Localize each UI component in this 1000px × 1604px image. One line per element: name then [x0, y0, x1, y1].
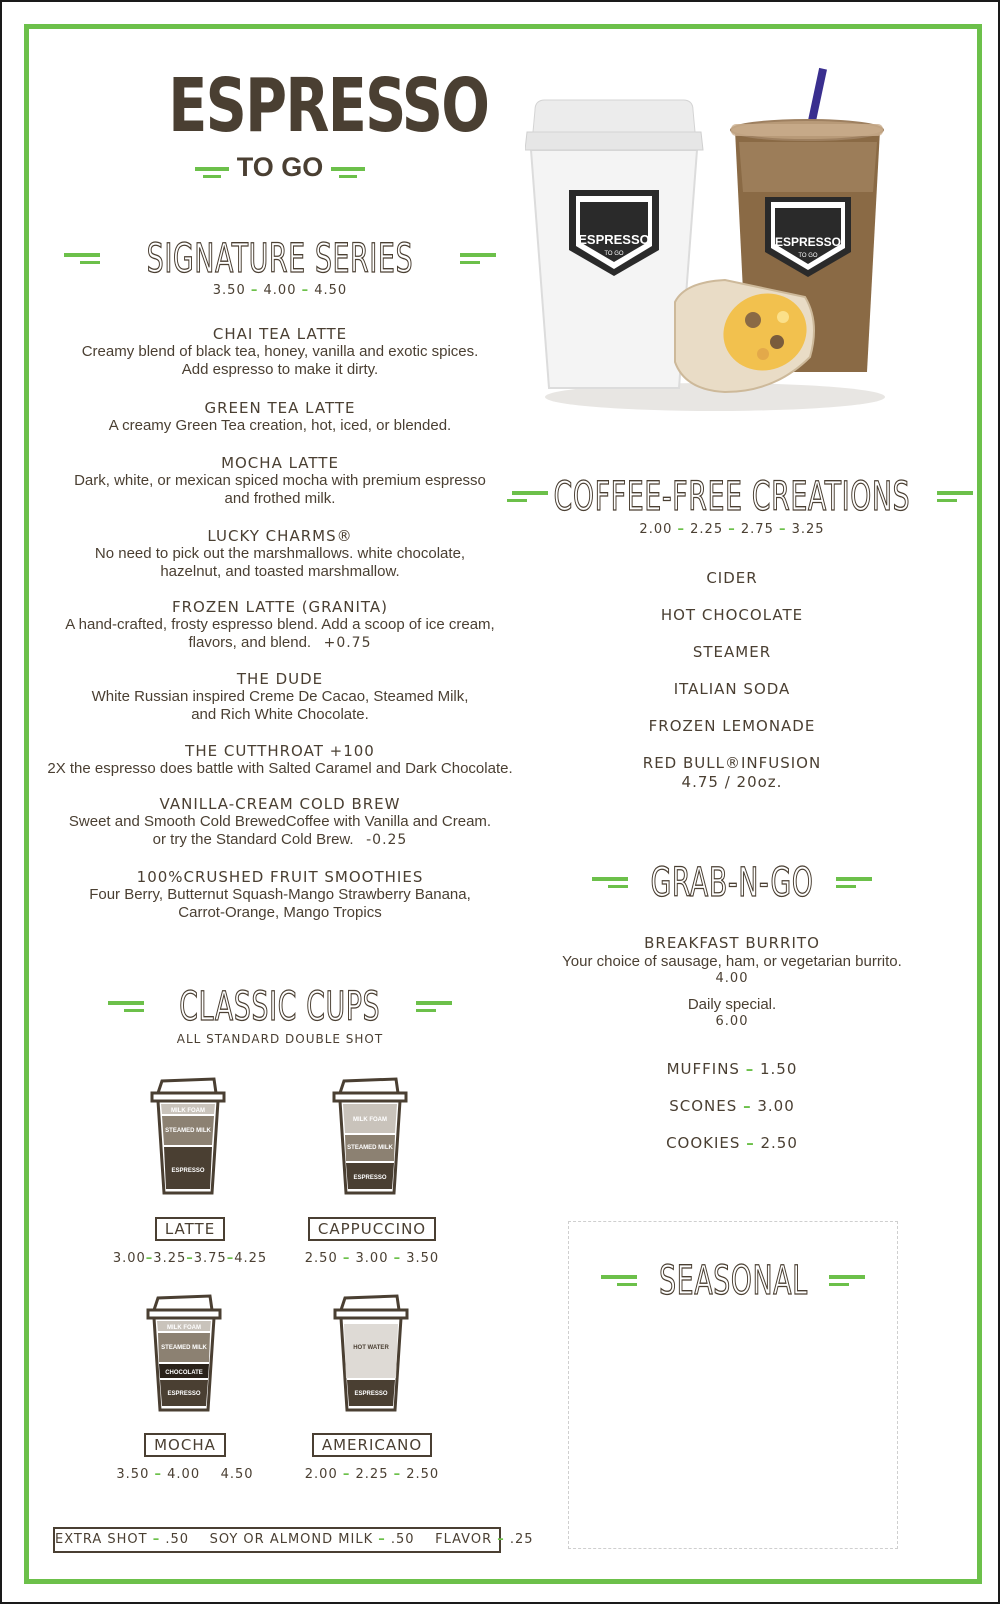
- item-name: FROZEN LATTE (GRANITA): [171, 598, 388, 616]
- item-description: and Rich White Chocolate.: [191, 706, 369, 723]
- price: 2.00: [639, 522, 673, 537]
- item-name: 100%CRUSHED FRUIT SMOOTHIES: [136, 868, 424, 886]
- classic-heading: [40, 982, 520, 1032]
- coffee-free-item: FROZEN LEMONADE: [648, 717, 816, 735]
- signature-heading: [40, 234, 520, 284]
- item-name: THE CUTTHROAT +100: [185, 742, 375, 760]
- grab-item-cookies: COOKIES – 2.50: [666, 1134, 798, 1152]
- item-description: White Russian inspired Creme De Cacao, Steamed Milk,: [91, 688, 469, 705]
- classic-title: CLASSIC CUPS: [179, 984, 381, 1030]
- price: 2.00: [304, 1467, 338, 1482]
- special-desc: Daily special.: [687, 996, 777, 1013]
- extra-price: .25: [509, 1532, 534, 1547]
- item-description: A creamy Green Tea creation, hot, iced, or blended.: [108, 417, 452, 434]
- coffee-free-item: STEAMER: [692, 643, 772, 661]
- price: 3.50: [212, 283, 246, 298]
- latte-cup-icon: [150, 1077, 230, 1197]
- cappuccino-label-wrap: [282, 1217, 462, 1241]
- heading-bar-left: [64, 253, 100, 265]
- burrito-desc: Your choice of sausage, ham, or vegetarian burrito.: [562, 953, 902, 970]
- logo-subtitle: [150, 152, 410, 183]
- item-name: MOCHA LATTE: [221, 454, 339, 472]
- cup-layer-text: MILK FOAM: [167, 1325, 201, 1331]
- item-description: [40, 634, 520, 652]
- item-description: 2X the espresso does battle with Salted Caramel and Dark Chocolate.: [47, 760, 513, 777]
- cup-layer-text: ESPRESSO: [354, 1391, 388, 1397]
- item-description: A hand-crafted, frosty espresso blend. Add a scoop of ice cream,: [65, 616, 495, 633]
- extra-name: FLAVOR: [435, 1532, 493, 1547]
- signature-item-mocha: [40, 454, 520, 508]
- signature-item-lucky-charms: [40, 527, 520, 581]
- item-upcharge: +0.75: [323, 635, 372, 651]
- price: 4.25: [234, 1251, 268, 1266]
- burrito-icon: [675, 280, 817, 392]
- americano-label-wrap: [282, 1433, 462, 1457]
- price: 3.00: [112, 1251, 146, 1266]
- grab-item-price: 3.00: [757, 1097, 795, 1115]
- signature-title: SIGNATURE SERIES: [146, 236, 414, 282]
- heading-bar-left: [108, 1001, 144, 1013]
- heading-bar-right: [836, 877, 872, 889]
- coffee-free-title: COFFEE-FREE CREATIONS: [553, 474, 911, 520]
- item-description-text: or try the Standard Cold Brew.: [152, 831, 354, 848]
- cup-layer-text: MILK FOAM: [353, 1117, 387, 1123]
- signature-item-cutthroat: [40, 742, 520, 778]
- grab-item-scones: SCONES – 3.00: [669, 1097, 795, 1115]
- cup-layer-text: MILK FOAM: [171, 1108, 205, 1114]
- price: 2.50: [406, 1467, 440, 1482]
- signature-item-smoothies: [40, 868, 520, 922]
- latte-label-wrap: [100, 1217, 280, 1241]
- product-photo: [525, 62, 905, 422]
- cup-layer-text: STEAMED MILK: [165, 1128, 211, 1134]
- mocha-label-wrap: [95, 1433, 275, 1457]
- item-description: Dark, white, or mexican spiced mocha with premium espresso: [74, 472, 486, 489]
- extra-name: SOY OR ALMOND MILK: [209, 1532, 374, 1547]
- heading-bar-left: [601, 1275, 637, 1287]
- item-description: Sweet and Smooth Cold BrewedCoffee with Vanilla and Cream.: [68, 813, 492, 830]
- hot-cup-brand: ESPRESSO: [578, 232, 650, 247]
- grab-item-price: 1.50: [760, 1060, 798, 1078]
- signature-item-frozen-latte: [40, 598, 520, 652]
- item-description: and frothed milk.: [224, 490, 336, 507]
- item-description: Creamy blend of black tea, honey, vanilla and exotic spices.: [81, 343, 479, 360]
- price: 3.75: [193, 1251, 227, 1266]
- item-name: GREEN TEA LATTE: [204, 399, 356, 417]
- price: 3.50: [116, 1467, 150, 1482]
- mocha-prices: 3.50 – 4.00 4.50: [116, 1467, 254, 1482]
- heading-bar-left: [512, 491, 527, 503]
- price: 3.00: [355, 1251, 389, 1266]
- mocha-cup-icon: [146, 1294, 226, 1414]
- price: 2.25: [690, 522, 724, 537]
- price: 2.25: [355, 1467, 389, 1482]
- grab-item-muffins: MUFFINS – 1.50: [666, 1060, 798, 1078]
- price: 2.75: [740, 522, 774, 537]
- grab-item-name: MUFFINS: [666, 1060, 740, 1078]
- signature-item-green-tea: [40, 399, 520, 435]
- item-name: VANILLA-CREAM COLD BREW: [159, 795, 401, 813]
- heading-bar-right: [829, 1275, 865, 1287]
- burrito-price: 4.00: [715, 971, 749, 986]
- heading-bar-left: [592, 877, 628, 889]
- coffee-free-heading: [512, 472, 952, 522]
- cup-layer-text: STEAMED MILK: [161, 1345, 207, 1351]
- item-discount: -0.25: [366, 832, 408, 848]
- burrito-name: BREAKFAST BURRITO: [644, 934, 820, 952]
- logo-dash-right: [331, 167, 365, 171]
- seasonal-title: SEASONAL: [658, 1258, 808, 1304]
- cup-layer-text: CHOCOLATE: [165, 1370, 203, 1376]
- cappuccino-label: CAPPUCCINO: [308, 1217, 436, 1241]
- americano-prices: 2.00 – 2.25 – 2.50: [304, 1467, 440, 1482]
- signature-prices: 3.50 – 4.00 – 4.50: [212, 283, 348, 298]
- americano-label: AMERICANO: [312, 1433, 432, 1457]
- redbull-price: 4.75 / 20oz.: [681, 773, 783, 791]
- americano-cup-icon: [333, 1294, 413, 1414]
- grab-heading: [512, 858, 952, 908]
- price: 3.25: [791, 522, 825, 537]
- item-description: hazelnut, and toasted marshmallow.: [160, 563, 400, 580]
- iced-cup-sub: TO GO: [798, 253, 818, 259]
- logo-subtitle-text: TO GO: [236, 152, 324, 182]
- item-name: CHAI TEA LATTE: [212, 325, 348, 343]
- item-description: No need to pick out the marshmallows. white chocolate,: [94, 545, 466, 562]
- price: 4.50: [220, 1467, 254, 1482]
- grab-item-name: SCONES: [669, 1097, 738, 1115]
- price: 4.50: [314, 283, 348, 298]
- classic-subtitle: ALL STANDARD DOUBLE SHOT: [176, 1032, 384, 1046]
- cup-layer-text: ESPRESSO: [167, 1391, 201, 1397]
- latte-prices: 3.00–3.25–3.75–4.25: [112, 1251, 268, 1266]
- coffee-free-item: ITALIAN SODA: [673, 680, 791, 698]
- item-description-text: flavors, and blend.: [188, 634, 312, 651]
- grab-item-price: 2.50: [760, 1134, 798, 1152]
- price: 4.00: [167, 1467, 201, 1482]
- price: 3.50: [406, 1251, 440, 1266]
- signature-item-chai: [40, 325, 520, 379]
- price: 2.50: [304, 1251, 338, 1266]
- cup-layer-text: ESPRESSO: [171, 1168, 205, 1174]
- cappuccino-cup-icon: [332, 1077, 412, 1197]
- grab-title: GRAB-N-GO: [650, 860, 814, 906]
- cup-layer-text: HOT WATER: [353, 1345, 389, 1351]
- heading-bar-right: [937, 491, 952, 503]
- extra-name: EXTRA SHOT: [55, 1532, 148, 1547]
- extra-price: .50: [390, 1532, 415, 1547]
- hot-cup-sub: TO GO: [604, 251, 624, 257]
- coffee-free-prices: 2.00 – 2.25 – 2.75 – 3.25: [639, 522, 825, 537]
- heading-bar-right: [416, 1001, 452, 1013]
- cup-layer-text: ESPRESSO: [353, 1175, 387, 1181]
- logo-dash-left: [195, 167, 229, 171]
- item-description: [40, 831, 520, 849]
- iced-cup-brand: ESPRESSO: [774, 235, 842, 249]
- item-name: LUCKY CHARMS®: [207, 527, 353, 545]
- cappuccino-prices: 2.50 – 3.00 – 3.50: [304, 1251, 440, 1266]
- extras-box: EXTRA SHOT – .50 SOY OR ALMOND MILK – .50 FLAVOR – .25: [53, 1527, 501, 1553]
- grab-item-name: COOKIES: [666, 1134, 741, 1152]
- signature-item-cold-brew: [40, 795, 520, 849]
- cup-layer-text: STEAMED MILK: [347, 1145, 393, 1151]
- item-description: Four Berry, Butternut Squash-Mango Strawberry Banana,: [89, 886, 471, 903]
- seasonal-heading: [568, 1256, 898, 1306]
- heading-bar-right: [460, 253, 496, 265]
- logo-title: ESPRESSO: [168, 63, 489, 149]
- mocha-label: MOCHA: [144, 1433, 226, 1457]
- coffee-free-item: HOT CHOCOLATE: [660, 606, 804, 624]
- item-description: Carrot-Orange, Mango Tropics: [178, 904, 382, 921]
- special-price: 6.00: [715, 1014, 749, 1029]
- price: 4.00: [263, 283, 297, 298]
- signature-item-the-dude: [40, 670, 520, 724]
- latte-label: LATTE: [155, 1217, 225, 1241]
- item-description: Add espresso to make it dirty.: [181, 361, 379, 378]
- coffee-free-item: CIDER: [706, 569, 758, 587]
- coffee-free-item: RED BULL®INFUSION: [642, 754, 822, 772]
- item-name: THE DUDE: [236, 670, 324, 688]
- extra-price: .50: [165, 1532, 190, 1547]
- price: 3.25: [153, 1251, 187, 1266]
